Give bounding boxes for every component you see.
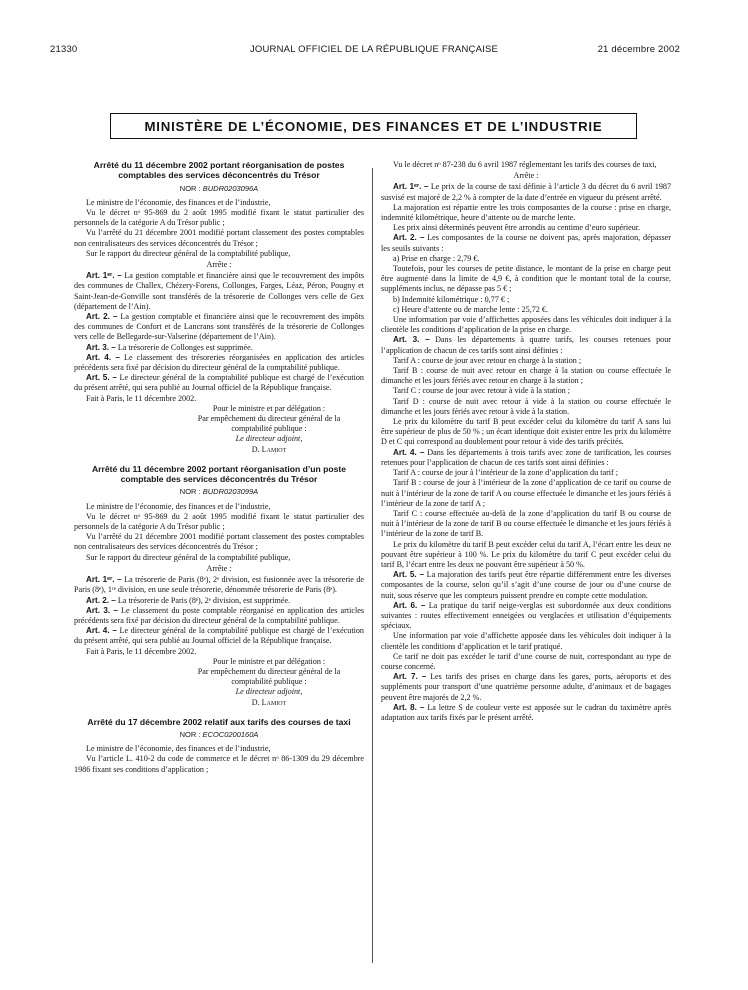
page-number: 21330 — [50, 44, 78, 55]
decree-3 — [74, 717, 364, 775]
preamble-minister: Le ministre de l’économie, des finances et de l’industrie, — [86, 744, 271, 754]
signature-block — [184, 404, 354, 455]
nor-reference — [74, 730, 364, 740]
nor-code: BUDR0203099A — [202, 487, 259, 497]
nor-code: ECOC0200160A — [202, 730, 259, 740]
article-label: Art. 1ᵉʳ. – — [86, 575, 122, 585]
decree-title: Arrêté du 11 décembre 2002 portant réorganisation de postes comptables des services déconcentrés du Trésor — [93, 160, 345, 181]
article-label: Art. 4. – — [86, 352, 120, 362]
list-item: Tarif D : course de nuit avec retour à vide à la station ou course effectuée le dimanche et les jours fériés avec retour à vide à la station. — [381, 396, 671, 416]
article-label: Art. 3. – — [86, 342, 116, 352]
nor-label: NOR : — [179, 730, 201, 740]
article — [74, 343, 364, 353]
article-text: La gestion comptable et financière ainsi que le recouvrement des impôts des communes de Confort et de Lancrans sont transférés de la trésorerie de Collonges vers celle de Bellegarde-sur-Valserine (département de l’Ain). — [74, 312, 365, 342]
article-text: Les tarifs des prises en charge dans les gares, ports, aéroports et des suppléments pour transport d’une quatrième personne adulte, d’animaux et de bagages peuvent être majorés de 2,2 %. — [381, 672, 672, 702]
article — [381, 672, 671, 703]
spacer — [74, 455, 364, 464]
article-text: La trésorerie de Paris (8ᵉ), 2ᵉ division, est fusionnée avec la trésorerie de Paris (8ᵉ), 1ʳᵉ division, en une seule trésorerie, dénommée trésorerie de Paris (8ᵉ). — [74, 575, 364, 595]
article — [381, 335, 671, 355]
signature-line: Pour le ministre et par délégation : — [212, 656, 326, 666]
article-text: Dans les départements à trois tarifs avec zone de tarification, les courses retenues pour l’application de chacun de ces tarifs sont ainsi définies : — [381, 447, 671, 467]
paragraph: Les prix ainsi déterminés peuvent être arrondis au centime d’euro supérieur. — [393, 223, 641, 233]
paragraph: Une information par voie d’affichettes apposées dans les véhicules doit indiquer à la clientèle les conditions d’application de la prise en charge. — [381, 315, 671, 335]
article-label: Art. 5. – — [393, 570, 424, 580]
preamble-minister: Le ministre de l’économie, des finances et de l’industrie, — [86, 501, 271, 511]
article — [74, 626, 364, 646]
paragraph: Une information par voie d’affichette apposée dans les véhicules doit indiquer à la clientèle les conditions d’application et le tarif pratiqué. — [381, 631, 671, 651]
signatory-name: D. Lamiot — [251, 697, 287, 707]
signatory-role: Le directeur adjoint, — [235, 687, 303, 697]
signature-line: Pour le ministre et par délégation : — [212, 403, 326, 413]
list-item: Tarif A : course de jour avec retour en charge à la station ; — [393, 355, 582, 365]
article-text: Les composantes de la course ne doivent pas, après majoration, dépasser les seuils suivants : — [381, 233, 671, 253]
nor-code: BUDR0203096A — [202, 183, 259, 193]
preamble-vu: Vu l’arrêté du 21 décembre 2001 modifié portant classement des postes comptables non centralisateurs des services déconcentrés du Trésor ; — [74, 532, 364, 552]
preamble-vu: Vu l’arrêté du 21 décembre 2001 modifié portant classement des postes comptables non centralisateurs des services déconcentrés du Trésor ; — [74, 228, 364, 248]
signature-block — [184, 657, 354, 708]
list-item: a) Prise en charge : 2,79 €. — [393, 253, 480, 263]
article-label: Art. 4. – — [393, 447, 425, 457]
article-text: Le prix de la course de taxi définie à l’article 3 du décret du 6 avril 1987 susvisé est majoré de 2,2 % à compter de la date d’entrée en vigueur du présent arrêté. — [381, 182, 672, 202]
article-label: Art. 5. – — [86, 373, 117, 383]
paragraph: Le prix du kilomètre du tarif B peut excéder celui du kilomètre du tarif A sans lui être supérieur de plus de 50 % ; un écart identique doit exister entre les prix du kilomètre D et C qui correspond au doublement pour retour à vide des tarifs précités. — [381, 417, 671, 447]
list-item: Tarif C : course de jour avec retour à vide à la station ; — [393, 386, 570, 396]
decree-title: Arrêté du 17 décembre 2002 relatif aux tarifs des courses de taxi — [87, 716, 351, 727]
paragraph: La majoration est répartie entre les trois composantes de la course : prise en charge, indemnité kilométrique, heure d’attente ou de marche lente. — [381, 202, 671, 223]
spacer — [74, 708, 364, 717]
list-item: b) Indemnité kilométrique : 0,77 € ; — [393, 294, 510, 304]
article-label: Art. 7. – — [393, 672, 427, 682]
nor-reference — [74, 487, 364, 497]
article-text: Le directeur général de la comptabilité publique est chargé de l’exécution du présent arrêté, qui sera publié au Journal officiel de la République française. — [74, 373, 364, 393]
preamble-vu: Vu le décret nᵒ 95-869 du 2 août 1995 modifié fixant le statut particulier des personnels de la catégorie A du Trésor public ; — [74, 208, 364, 228]
arrete-heading: Arrête : — [513, 171, 539, 181]
article-text: La majoration des tarifs peut être répartie différemment entre les diverses composantes de la course, selon qu’il s’agit d’une course de jour ou d’une course de nuit, sous réserve que les compteurs puissent prendre en compte cette modulation. — [381, 570, 671, 600]
list-item: Tarif B : course de jour à l’intérieur de la zone d’application de ce tarif ou course de nuit à l’intérieur de la zone de tarif A ou course effectuée le dimanche et les jours fériés à l’intérieur de la zone de tarif A ; — [381, 478, 671, 508]
article-text: La trésorerie de Paris (8ᵉ), 2ᵉ division, est supprimée. — [117, 595, 291, 605]
column-divider — [372, 168, 373, 963]
list-item: c) Heure d’attente ou de marche lente : 25,72 €. — [393, 304, 548, 314]
article — [74, 575, 364, 595]
article-text: La lettre S de couleur verte est apposée sur le cadran du taximètre après adaptation aux tarifs fixés par le présent arrêté. — [381, 702, 672, 722]
journal-title: JOURNAL OFFICIEL DE LA RÉPUBLIQUE FRANÇAISE — [249, 44, 499, 55]
left-column — [74, 160, 364, 775]
fait-a: Fait à Paris, le 11 décembre 2002. — [86, 646, 197, 656]
article-label: Art. 2. – — [86, 312, 118, 322]
signatory-role: Le directeur adjoint, — [235, 434, 303, 444]
article-text: Dans les départements à quatre tarifs, les courses retenues pour l’application de chacun de ces tarifs sont ainsi définies : — [381, 335, 672, 355]
preamble-rapport: Sur le rapport du directeur général de la comptabilité publique, — [86, 248, 291, 258]
article — [381, 570, 671, 601]
list-item: Tarif B : course de nuit avec retour en charge à la station ou course effectuée le dimanche et les jours fériés avec retour en charge à la station ; — [381, 366, 671, 386]
signature-line: Par empêchement du directeur général de la comptabilité publique : — [197, 666, 341, 687]
article — [381, 233, 671, 253]
nor-label: NOR : — [179, 487, 201, 497]
article-label: Art. 1ᵉʳ. – — [393, 182, 429, 192]
article — [381, 703, 671, 723]
article-label: Art. 3. – — [86, 605, 118, 615]
article — [381, 601, 671, 632]
article-text: La trésorerie de Collonges est supprimée. — [117, 342, 253, 352]
article-label: Art. 4. – — [86, 626, 117, 636]
fait-a: Fait à Paris, le 11 décembre 2002. — [86, 393, 197, 403]
article-text: La gestion comptable et financière ainsi que le recouvrement des impôts des communes de Challex, Chézery-Forens, Collonges, Farges, Léaz, Péron, Pougny et Saint-Jean-de-Gonville sont transférés de la trésorerie de Collonges vers celle de Gex (département de l’Ain). — [74, 271, 365, 311]
article — [74, 606, 364, 626]
nor-label: NOR : — [179, 183, 201, 193]
article-label: Art. 1ᵉʳ. – — [86, 271, 122, 281]
article-label: Art. 2. – — [393, 233, 425, 243]
paragraph: Toutefois, pour les courses de petite distance, le montant de la prise en charge peut être augmenté dans la limite de 4,9 €, à condition que le montant total de la course, suppléments inclus, ne dépasse pas 5 € ; — [381, 264, 671, 294]
article — [381, 448, 671, 468]
signatory-name: D. Lamiot — [251, 444, 287, 454]
preamble-rapport: Sur le rapport du directeur général de la comptabilité publique, — [86, 552, 291, 562]
article — [74, 353, 364, 373]
arrete-heading: Arrête : — [206, 260, 232, 270]
article-label: Art. 8. – — [393, 702, 425, 712]
ministry-heading: MINISTÈRE DE L’ÉCONOMIE, DES FINANCES ET DE L’INDUSTRIE — [110, 113, 637, 139]
signature-line: Par empêchement du directeur général de la comptabilité publique : — [197, 414, 341, 434]
article — [381, 182, 671, 202]
nor-reference — [74, 184, 364, 194]
preamble-vu: Vu le décret nᵒ 87-238 du 6 avril 1987 réglementant les tarifs des courses de taxi, — [393, 160, 657, 169]
article — [74, 312, 364, 343]
right-column — [381, 160, 671, 723]
preamble-vu: Vu l’article L. 410-2 du code de commerce et le décret nᵒ 86-1309 du 29 décembre 1986 fixant ses conditions d’application ; — [74, 754, 364, 774]
article-text: Le directeur général de la comptabilité publique est chargé de l’exécution du présent arrêté, qui sera publié au Journal officiel de la République française. — [74, 626, 364, 646]
list-item: Tarif C : course effectuée au-delà de la zone d’application du tarif B ou course de nuit à l’intérieur de la zone de tarif B ou course effectuée le dimanche et les jours fériés à l’intérieur de la zone de tarif B. — [381, 508, 671, 539]
article-text: Le classement du poste comptable réorganisé en application des articles précédents sera fixé par décision du directeur général de la comptabilité publique. — [74, 605, 364, 625]
arrete-heading: Arrête : — [206, 563, 232, 573]
article-text: La pratique du tarif neige-verglas est subordonnée aux deux conditions suivantes : routes effectivement enneigées ou verglacées et utilisation d’équipements spéciaux. — [381, 600, 671, 631]
article — [74, 373, 364, 393]
preamble-vu: Vu le décret nᵒ 95-869 du 2 août 1995 modifié fixant le statut particulier des personnels de la catégorie A du Trésor public ; — [74, 511, 364, 532]
decree-title: Arrêté du 11 décembre 2002 portant réorganisation d’un poste comptable des services déconcentrés du Trésor — [91, 463, 347, 485]
list-item: Tarif A : course de jour à l’intérieur de la zone d’application du tarif ; — [393, 468, 619, 478]
article-text: Le classement des trésoreries réorganisées en application des articles précédents sera fixé par décision du directeur général de la comptabilité publique. — [74, 352, 364, 373]
decree-2 — [74, 464, 364, 708]
issue-date: 21 décembre 2002 — [597, 44, 680, 55]
article — [74, 596, 364, 606]
decree-1 — [74, 160, 364, 455]
article — [74, 271, 364, 312]
preamble-minister: Le ministre de l’économie, des finances et de l’industrie, — [86, 197, 271, 207]
paragraph: Le prix du kilomètre du tarif B peut excéder celui du tarif A, l’écart entre les deux ne pouvant être supérieur à 100 %. Le prix du kilomètre du tarif C peut excéder celui du tarif B, l’écart entre les deux ne pouvant être supérieur à 50 %. — [381, 539, 671, 569]
article-label: Art. 3. – — [393, 335, 430, 345]
article-label: Art. 2. – — [86, 595, 116, 605]
article-label: Art. 6. – — [393, 600, 426, 610]
paragraph: Ce tarif ne doit pas excéder le tarif d’une course de nuit, correspondant au type de course concerné. — [381, 651, 671, 671]
